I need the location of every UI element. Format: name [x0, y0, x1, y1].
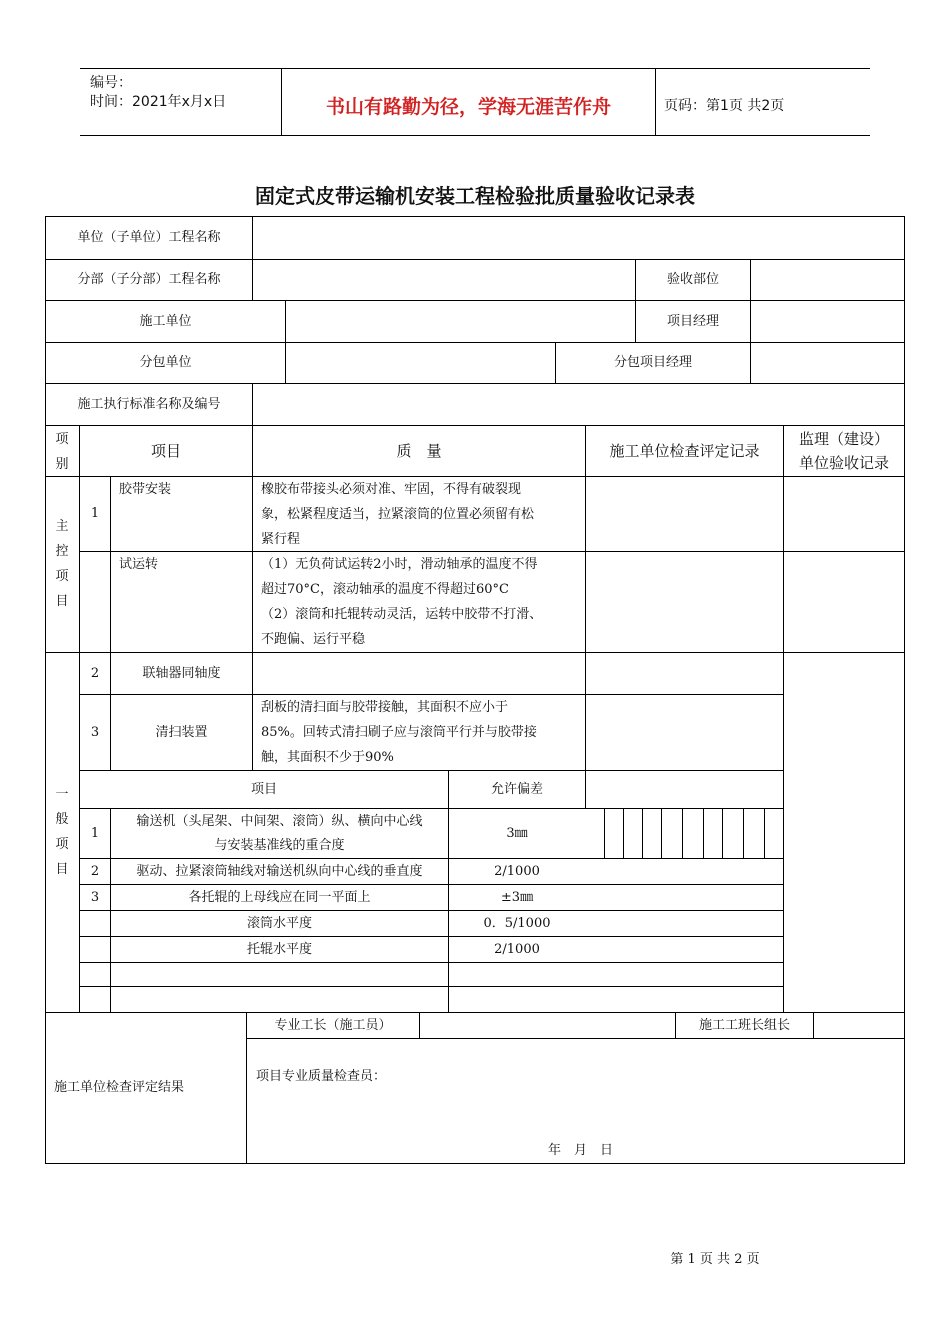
row-number: 3	[90, 889, 100, 905]
result-label: 施工单位检查评定结果	[54, 1080, 185, 1095]
tolerance-item: 托辊水平度	[246, 941, 312, 957]
motto: 书山有路勤为径，学海无涯苦作舟	[325, 96, 611, 118]
tolerance-item-header: 项目	[250, 781, 277, 797]
main-control-char: 主	[55, 519, 69, 534]
header-bottom-rule	[80, 135, 870, 136]
acceptance-part-label: 验收部位	[666, 272, 719, 287]
tolerance-item: 各托辊的上母线应在同一平面上	[188, 889, 371, 905]
page-info: 页码：第1页 共2页	[664, 98, 785, 114]
row-number: 2	[90, 863, 100, 879]
item-name: 联轴器同轴度	[142, 665, 221, 681]
supervision-header-line: 监理（建设）	[798, 430, 889, 448]
construction-unit-label: 施工单位	[139, 313, 192, 329]
main-control-char: 项	[55, 569, 69, 584]
tolerance-header: 允许偏差	[490, 781, 543, 797]
project-manager-label: 项目经理	[666, 313, 719, 329]
tolerance-item	[111, 809, 448, 858]
quality-line: 触，其面积不少于90%	[261, 750, 394, 765]
item-name: 试运转	[119, 557, 159, 572]
sub-project-label: 分部（子分部）工程名称	[77, 272, 221, 287]
row-number: 2	[90, 665, 100, 681]
inspector-label: 项目专业质量检查员：	[256, 1069, 387, 1084]
general-char: 项	[55, 837, 69, 852]
foreman-label: 专业工长（施工员）	[274, 1017, 392, 1033]
main-control-label	[52, 514, 72, 614]
team-leader-label: 施工工班长组长	[698, 1017, 790, 1033]
quality-line: 象，松紧程度适当，拉紧滚筒的位置必须留有松	[261, 507, 535, 522]
quality-text	[261, 477, 581, 552]
standard-label: 施工执行标准名称及编号	[77, 396, 221, 412]
quality-line: （1）无负荷试运转2小时，滑动轴承的温度不得	[261, 557, 538, 572]
quality-line: 85%。回转式清扫刷子应与滚筒平行并与胶带接	[261, 725, 537, 740]
general-char: 目	[55, 862, 69, 877]
construction-check-header: 施工单位检查评定记录	[609, 442, 760, 460]
tolerance-item: 驱动、拉紧滚筒轴线对输送机纵向中心线的垂直度	[136, 863, 423, 879]
quality-line: 超过70°C，滚动轴承的温度不得超过60°C	[261, 582, 509, 597]
tolerance-value: ±3㎜	[500, 889, 534, 905]
tolerance-item: 滚筒水平度	[246, 915, 312, 931]
tolerance-item-line: 与安装基准线的重合度	[214, 837, 345, 853]
quality-line: 不跑偏、运行平稳	[261, 632, 366, 647]
tolerance-value: 2/1000	[494, 863, 540, 879]
quality-text	[261, 552, 581, 652]
quality-header: 质 量	[396, 442, 442, 460]
quality-line: 紧行程	[261, 532, 301, 547]
unit-project-label: 单位（子单位）工程名称	[77, 230, 221, 245]
subcontract-manager-label: 分包项目经理	[613, 355, 692, 370]
general-char: 般	[55, 812, 69, 827]
item-name: 胶带安装	[119, 482, 172, 497]
date-label: 年 月 日	[548, 1143, 614, 1158]
quality-line: （2）滚筒和托辊转动灵活，运转中胶带不打滑、	[261, 607, 543, 622]
quality-line: 橡胶布带接头必须对准、牢固，不得有破裂现	[261, 482, 522, 497]
number-label: 编号：	[90, 75, 132, 91]
quality-text	[261, 695, 581, 770]
row-number: 1	[90, 825, 100, 841]
tolerance-item-line: 输送机（头尾架、中间架、滚筒）纵、横向中心线	[136, 813, 423, 829]
category-header-line: 项	[55, 432, 69, 447]
row-number: 1	[90, 506, 100, 521]
category-header-line: 别	[55, 457, 69, 472]
supervision-header	[784, 426, 904, 476]
main-control-char: 目	[55, 594, 69, 609]
main-control-char: 控	[55, 544, 69, 559]
tolerance-value: 2/1000	[494, 941, 540, 957]
supervision-header-line: 单位验收记录	[798, 454, 889, 472]
subcontract-unit-label: 分包单位	[139, 355, 192, 370]
category-header	[52, 427, 72, 477]
header-top-rule	[80, 68, 870, 69]
item-name: 清扫装置	[155, 724, 208, 740]
quality-line: 刮板的清扫面与胶带接触，其面积不应小于	[261, 700, 509, 715]
general-label	[52, 782, 72, 882]
tolerance-value: 3㎜	[506, 825, 528, 841]
header-divider	[655, 68, 656, 136]
tolerance-value: 0．5/1000	[483, 915, 551, 931]
row-number: 3	[90, 724, 100, 740]
time-label: 时间：2021年x月x日	[90, 94, 227, 110]
page-footer: 第 1 页 共 2 页	[670, 1252, 760, 1267]
page-title: 固定式皮带运输机安装工程检验批质量验收记录表	[255, 184, 695, 208]
general-char: 一	[55, 787, 69, 802]
item-header: 项目	[150, 442, 181, 460]
